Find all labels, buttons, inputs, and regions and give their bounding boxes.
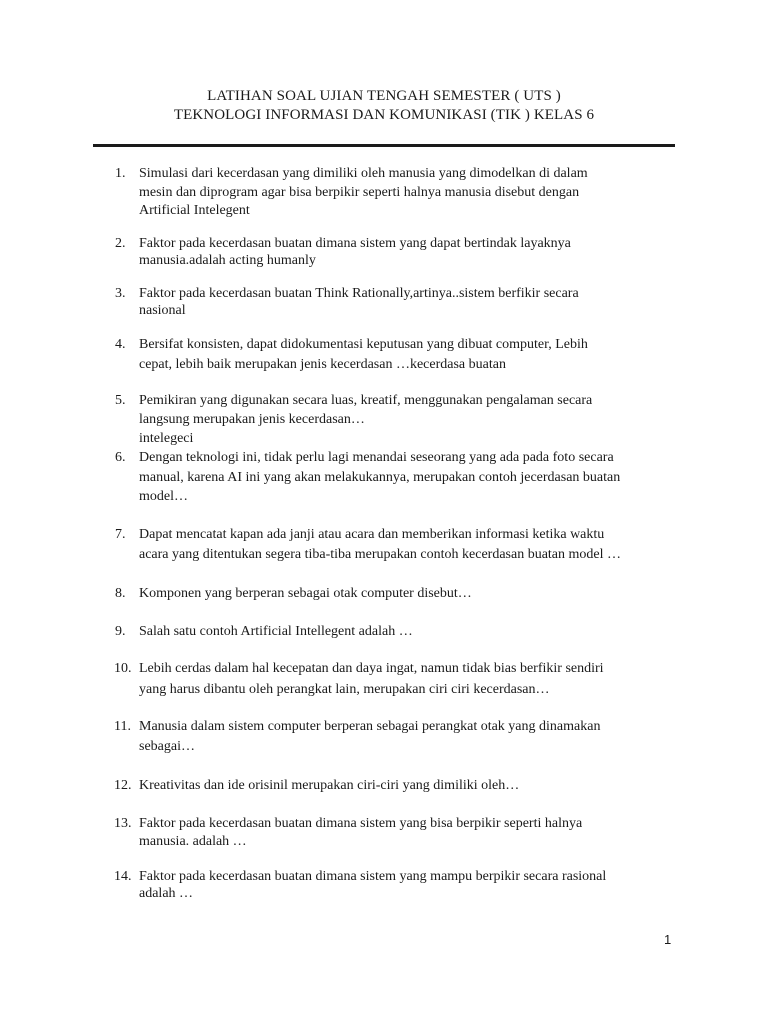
question-number: 12.	[114, 778, 132, 793]
question-number: 4.	[115, 337, 126, 352]
question-text-line: Lebih cerdas dalam hal kecepatan dan daya ingat, namun tidak bias berfikir sendiri	[139, 661, 604, 676]
question-text-line: langsung merupakan jenis kecerdasan…	[139, 412, 365, 427]
question-number: 3.	[115, 286, 126, 301]
question-text-line: yang harus dibantu oleh perangkat lain, merupakan ciri ciri kecerdasan…	[139, 682, 550, 697]
question-text-line: Dengan teknologi ini, tidak perlu lagi menandai seseorang yang ada pada foto secara	[139, 450, 614, 465]
question-text-line: acara yang ditentukan segera tiba-tiba merupakan contoh kecerdasan buatan model …	[139, 547, 622, 562]
question-number: 10.	[114, 661, 132, 676]
question-text-line: Faktor pada kecerdasan buatan Think Rationally,artinya..sistem berfikir secara	[139, 286, 579, 301]
question-text-line: Faktor pada kecerdasan buatan dimana sistem yang mampu berpikir secara rasional	[139, 869, 607, 884]
question-number: 6.	[115, 450, 126, 465]
question-number: 1.	[115, 166, 126, 181]
question-text-line: Pemikiran yang digunakan secara luas, kreatif, menggunakan pengalaman secara	[139, 393, 593, 408]
question-text-line: adalah …	[139, 886, 194, 901]
question-text-line: Manusia dalam sistem computer berperan sebagai perangkat otak yang dinamakan	[139, 719, 601, 734]
question-number: 5.	[115, 393, 126, 408]
document-title-line-1: LATIHAN SOAL UJIAN TENGAH SEMESTER ( UTS )	[207, 88, 561, 104]
question-text-line: Dapat mencatat kapan ada janji atau acara dan memberikan informasi ketika waktu	[139, 527, 605, 542]
question-text-line: Simulasi dari kecerdasan yang dimiliki oleh manusia yang dimodelkan di dalam	[139, 166, 588, 181]
question-text-line: manual, karena AI ini yang akan melakukannya, merupakan contoh jecerdasan buatan	[139, 470, 621, 485]
document-title-line-2: TEKNOLOGI INFORMASI DAN KOMUNIKASI (TIK ) KELAS 6	[173, 107, 595, 123]
header-divider	[93, 144, 675, 147]
question-text-line: mesin dan diprogram agar bisa berpikir seperti halnya manusia disebut dengan	[139, 185, 580, 200]
question-text-line: Faktor pada kecerdasan buatan dimana sistem yang bisa berpikir seperti halnya	[139, 816, 583, 831]
question-text-line: model…	[139, 489, 188, 504]
question-text-line: Bersifat konsisten, dapat didokumentasi keputusan yang dibuat computer, Lebih	[139, 337, 588, 352]
question-number: 11.	[114, 719, 131, 734]
question-text-line: manusia. adalah …	[139, 834, 247, 849]
question-text-line: Komponen yang berperan sebagai otak computer disebut…	[139, 586, 472, 601]
question-text-line: nasional	[139, 303, 186, 318]
question-text-line: manusia.adalah acting humanly	[139, 253, 316, 268]
question-number: 8.	[115, 586, 126, 601]
question-number: 9.	[115, 624, 126, 639]
question-text-line: Faktor pada kecerdasan buatan dimana sistem yang dapat bertindak layaknya	[139, 236, 571, 251]
question-text-line: cepat, lebih baik merupakan jenis kecerdasan …kecerdasa buatan	[139, 357, 506, 372]
question-number: 14.	[114, 869, 132, 884]
question-text-line: Artificial Intelegent	[139, 203, 250, 218]
question-text-line: intelegeci	[139, 431, 194, 446]
question-text-line: Kreativitas dan ide orisinil merupakan ciri-ciri yang dimiliki oleh…	[139, 778, 520, 793]
page-number: 1	[664, 932, 672, 947]
question-number: 13.	[114, 816, 132, 831]
question-number: 7.	[115, 527, 126, 542]
question-text-line: Salah satu contoh Artificial Intellegent adalah …	[139, 624, 413, 639]
question-text-line: sebagai…	[139, 739, 195, 754]
question-number: 2.	[115, 236, 126, 251]
